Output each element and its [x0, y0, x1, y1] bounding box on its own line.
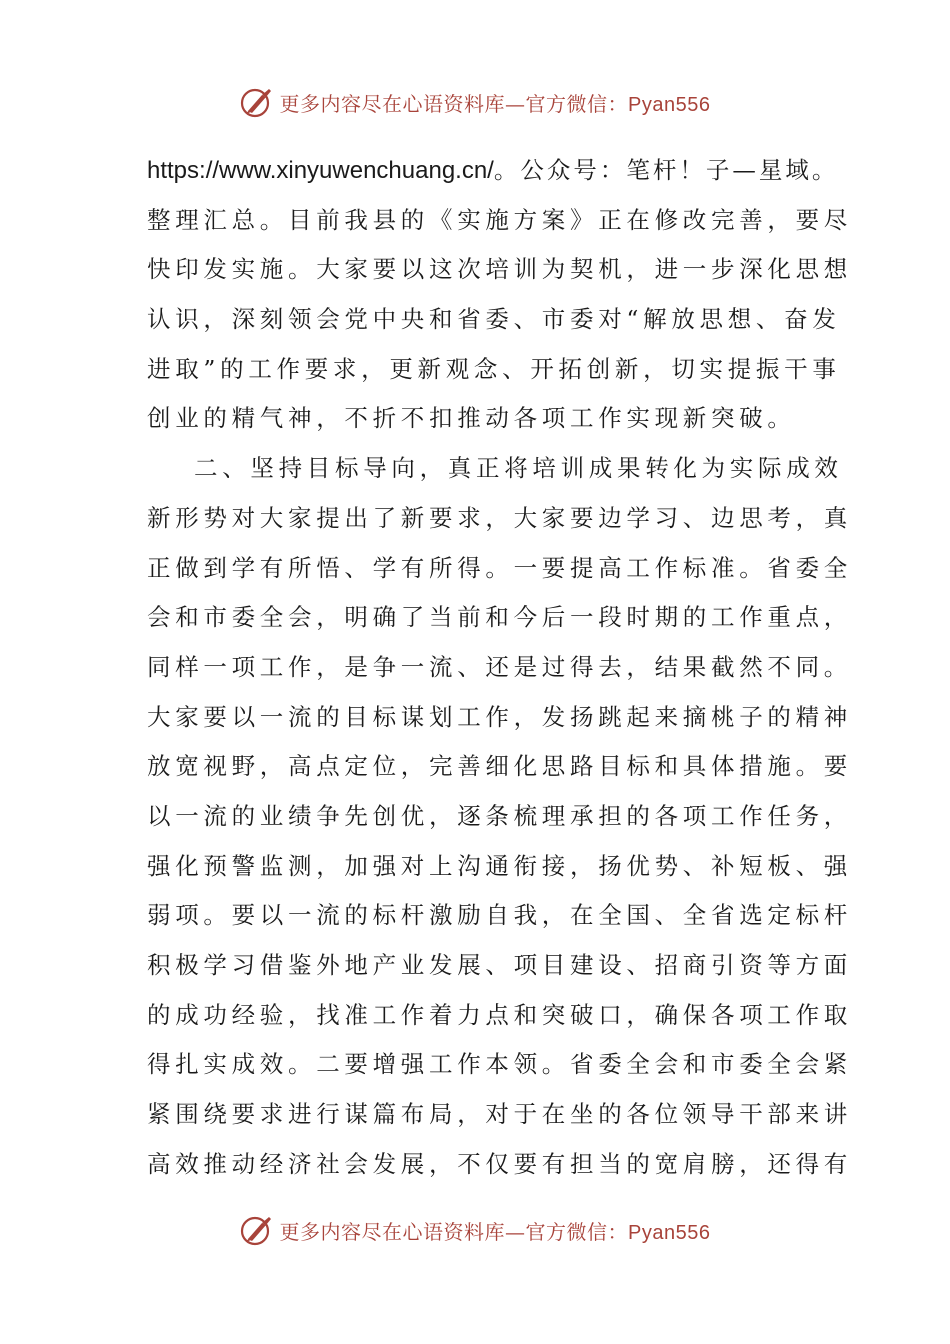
document-body — [147, 146, 852, 1189]
section-heading: 二、坚持目标导向，真正将培训成果转化为实际成效 — [194, 454, 843, 483]
body-line: 会和市委全会，明确了当前和今后一段时期的工作重点， — [147, 603, 852, 632]
body-line: 新形势对大家提出了新要求，大家要边学习、边思考，真 — [147, 503, 852, 532]
body-line: 放宽视野，高点定位，完善细化思路目标和具体措施。要 — [147, 752, 852, 781]
source-url-suffix: 。公众号：笔杆！子—星域。 — [493, 156, 839, 184]
body-line: 紧围绕要求进行谋篇布局，对于在坐的各位领导干部来讲 — [147, 1100, 852, 1129]
body-line: 整理汇总。目前我县的《实施方案》正在修改完善，要尽 — [147, 205, 852, 234]
pen-logo-icon — [240, 1213, 274, 1247]
body-line — [147, 146, 839, 196]
body-line: 积极学习借鉴外地产业发展、项目建设、招商引资等方面 — [147, 951, 852, 979]
header-watermark-text: 更多内容尽在心语资料库—官方微信：Pyan556 — [279, 91, 711, 116]
body-line: 同样一项工作，是争一流、还是过得去，结果截然不同。 — [147, 652, 852, 681]
body-line: 以一流的业绩争先创优，逐条梳理承担的各项工作任务， — [147, 801, 852, 830]
header-wechat-id: Pyan556 — [628, 93, 711, 116]
footer-watermark-text: 更多内容尽在心语资料库—官方微信：Pyan556 — [279, 1219, 711, 1244]
body-line: 正做到学有所悟、学有所得。一要提高工作标准。省委全 — [147, 553, 852, 582]
body-line: 进取”的工作要求，更新观念、开拓创新，切实提振干事 — [147, 354, 841, 383]
body-line: 认识，深刻领会党中央和省委、市委对“解放思想、奋发 — [147, 305, 841, 334]
body-line: 得扎实成效。二要增强工作本领。省委全会和市委全会紧 — [147, 1050, 852, 1079]
body-line: 弱项。要以一流的标杆激励自我，在全国、全省选定标杆 — [147, 901, 852, 930]
body-line: 强化预警监测，加强对上沟通衔接，扬优势、补短板、强 — [147, 851, 852, 880]
body-line: 大家要以一流的目标谋划工作，发扬跳起来摘桃子的精神 — [147, 702, 852, 731]
header-watermark — [0, 82, 950, 122]
body-line: 创业的精气神，不折不扣推动各项工作实现新突破。 — [147, 404, 796, 433]
body-line: 快印发实施。大家要以这次培训为契机，进一步深化思想 — [147, 255, 852, 284]
source-url: https://www.xinyuwenchuang.cn/ — [147, 157, 494, 184]
pen-logo-icon — [240, 85, 274, 119]
body-line: 高效推动经济社会发展，不仅要有担当的宽肩膀，还得有 — [147, 1149, 852, 1178]
footer-watermark — [0, 1210, 950, 1250]
footer-wechat-id: Pyan556 — [628, 1221, 711, 1244]
body-line: 的成功经验，找准工作着力点和突破口，确保各项工作取 — [147, 1000, 852, 1029]
